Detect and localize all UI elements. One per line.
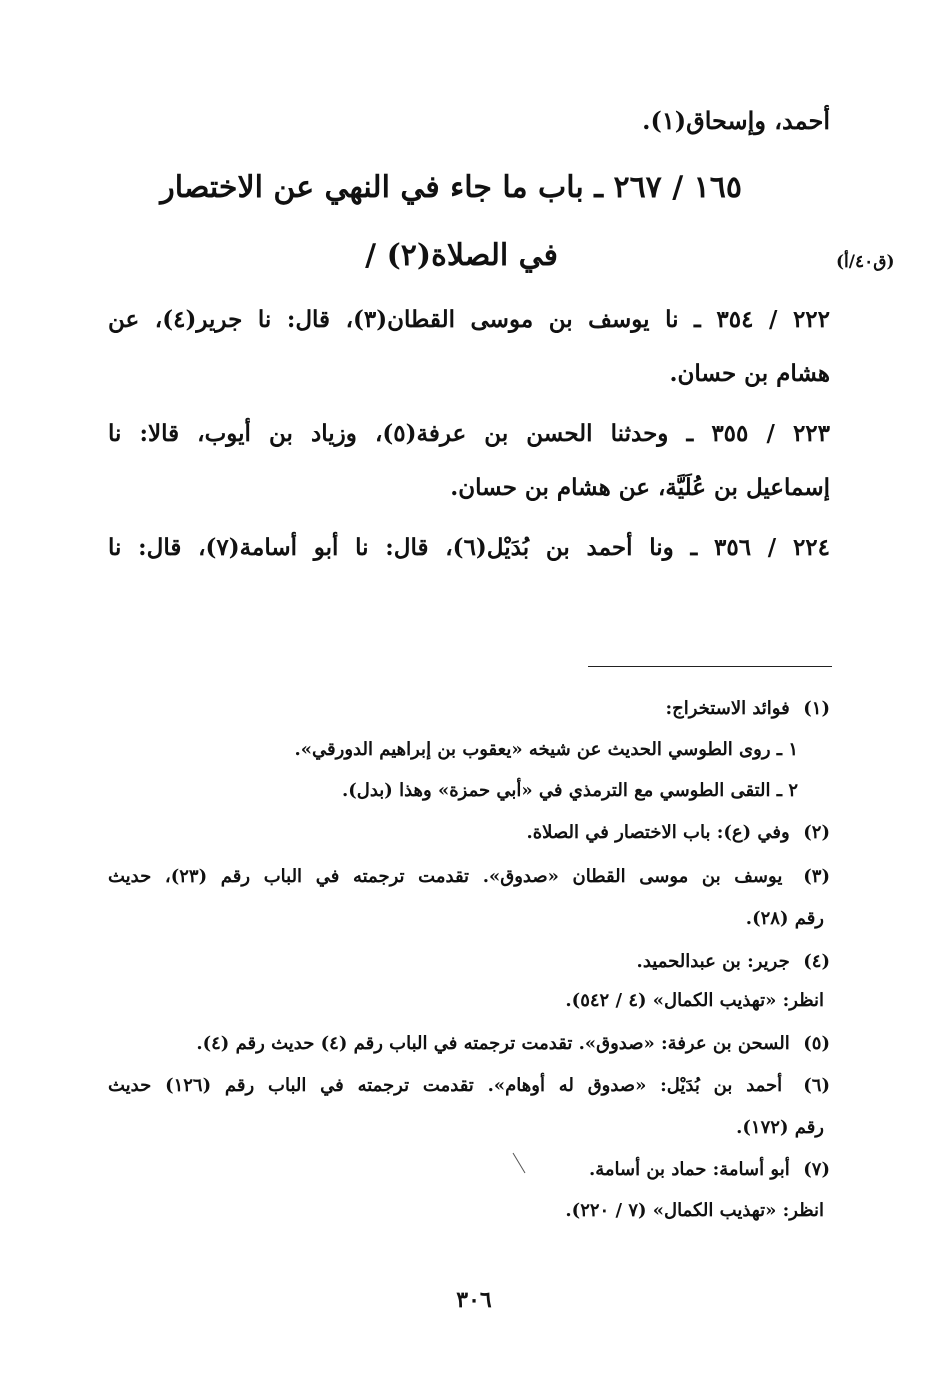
footnote-1 — [108, 698, 830, 719]
footnote-2 — [108, 822, 830, 843]
hadith-223-line1: ٢٢٣ / ٣٥٥ ـ وحدثنا الحسن بن عرفة(٥)، وزياد بن أيوب، قالا: نا — [108, 420, 830, 447]
chapter-title-line1: ١٦٥ / ٢٦٧ ـ باب ما جاء في النهي عن الاختصار — [160, 170, 742, 205]
footnote-6-line2: رقم (١٧٢). — [736, 1117, 824, 1138]
footnote-1-title: فوائد الاستخراج: — [665, 698, 790, 719]
footnote-5 — [108, 1033, 830, 1054]
footnote-number: (٥) — [803, 1033, 830, 1054]
hadith-222-line2: هشام بن حسان. — [669, 360, 830, 387]
footnote-number: (٢) — [803, 822, 830, 843]
footnote-3-line1: يوسف بن موسى القطان «صدوق». تقدمت ترجمته في الباب رقم (٢٣)، حديث — [108, 866, 783, 887]
scan-mark — [512, 1152, 526, 1174]
footnote-2-text: وفي (ع): باب الاختصار في الصلاة. — [526, 822, 790, 843]
footnote-5-text: السحن بن عرفة: «صدوق». تقدمت ترجمته في الباب رقم (٤) حديث رقم (٤). — [196, 1033, 790, 1054]
footnote-number: (٣) — [803, 866, 830, 887]
footnote-4-line1: جرير: بن عبدالحميد. — [636, 951, 790, 972]
footnote-3-line2: رقم (٢٨). — [745, 908, 824, 929]
footnote-1-item-2: ٢ ـ التقى الطوسي مع الترمذي في «أبي حمزة» وهذا (بدل). — [341, 780, 798, 801]
footnote-number: (٧) — [803, 1159, 830, 1180]
footnote-7 — [108, 1159, 830, 1180]
page-number: ٣٠٦ — [456, 1287, 492, 1313]
footnote-number: (٦) — [803, 1075, 830, 1096]
footnote-4 — [108, 951, 830, 972]
hadith-223-line2: إسماعيل بن عُلَيَّة، عن هشام بن حسان. — [450, 474, 830, 501]
footnote-number: (١) — [803, 698, 830, 719]
footnote-3 — [108, 866, 830, 887]
hadith-222-line1: ٢٢٢ / ٣٥٤ ـ نا يوسف بن موسى القطان(٣)، قال: نا جرير(٤)، عن — [108, 306, 830, 333]
footnote-6 — [108, 1075, 830, 1096]
manuscript-margin-note: (ق٤٠/أ) — [836, 252, 895, 272]
footnote-7-line2: انظر: «تهذيب الكمال» (٧ / ٢٢٠). — [565, 1200, 824, 1221]
footnote-7-line1: أبو أسامة: حماد بن أسامة. — [588, 1159, 790, 1180]
header-line: أحمد، وإسحاق(١). — [642, 106, 830, 135]
footnote-number: (٤) — [803, 951, 830, 972]
chapter-title-line2: في الصلاة(٢) / — [365, 238, 558, 273]
hadith-224-line1: ٢٢٤ / ٣٥٦ ـ ونا أحمد بن بُدَيْل(٦)، قال: نا أبو أسامة(٧)، قال: نا — [108, 534, 831, 561]
footnote-separator — [588, 666, 832, 667]
footnote-6-line1: أحمد بن بُدَيْل: «صدوق له أوهام». تقدمت ترجمته في الباب رقم (١٢٦) حديث — [108, 1075, 783, 1096]
footnote-4-line2: انظر: «تهذيب الكمال» (٤ / ٥٤٢). — [565, 990, 824, 1011]
footnote-1-item-1: ١ ـ روى الطوسي الحديث عن شيخه «يعقوب بن إبراهيم الدورقي». — [294, 739, 798, 760]
